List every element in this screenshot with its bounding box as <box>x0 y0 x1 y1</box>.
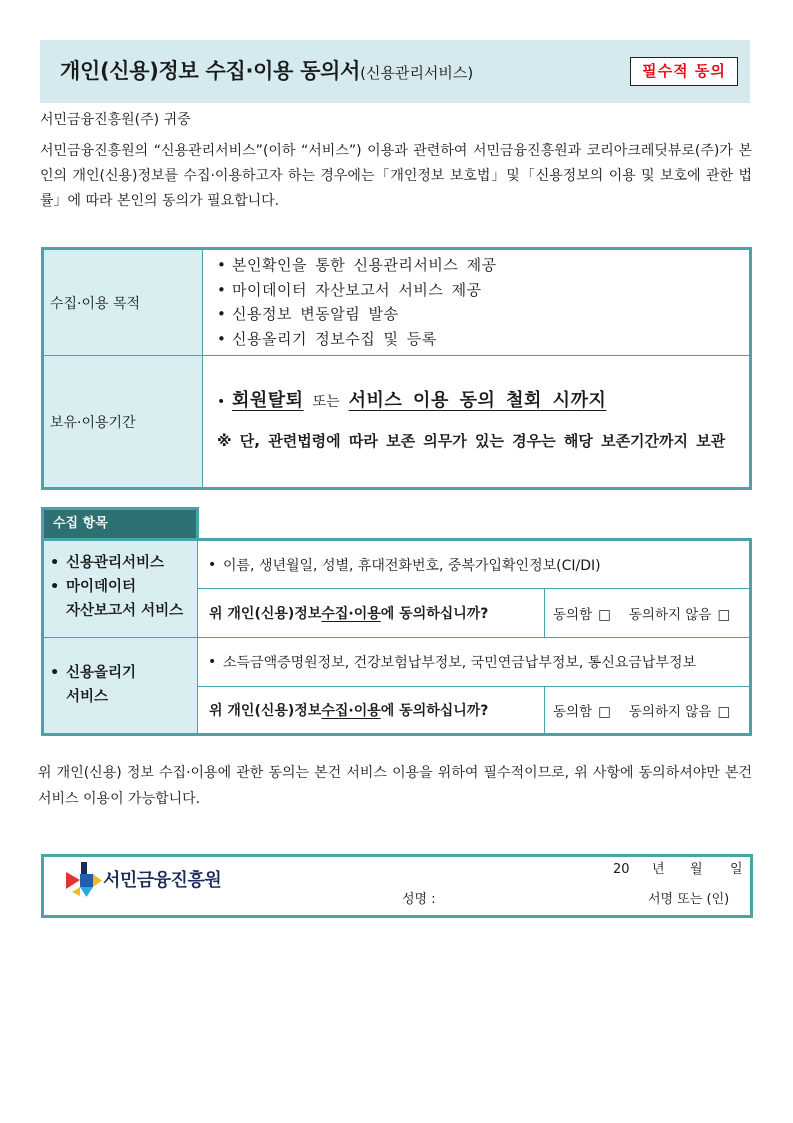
service-item <box>50 661 136 685</box>
service-item <box>50 551 183 575</box>
service-item <box>50 575 183 599</box>
agree-checkbox[interactable]: □ <box>598 607 611 623</box>
bullet: • <box>50 579 60 595</box>
purpose-list <box>217 253 497 351</box>
agree-option[interactable] <box>553 700 611 720</box>
service-name: 마이데이터 <box>66 579 137 595</box>
logo-icon <box>66 862 102 898</box>
purpose-item-text: 신용정보 변동알림 발송 <box>232 305 399 323</box>
consent-choice-1 <box>553 589 730 637</box>
title <box>60 40 473 103</box>
service-name: 신용관리서비스 <box>66 555 165 571</box>
date-year-label: 년 <box>652 862 665 877</box>
question-text: 에 동의하십니까? <box>380 606 489 622</box>
list-item <box>217 302 497 327</box>
disagree-option[interactable] <box>629 603 730 623</box>
question-text: 위 개인(신용)정보 <box>209 703 322 719</box>
bullet: • <box>217 256 227 274</box>
column-divider <box>544 687 545 733</box>
closing-paragraph: 위 개인(신용) 정보 수집·이용에 관한 동의는 본건 서비스 이용을 위하여 필수적이므로, 위 사항에 동의하셔야만 본건 서비스 이용이 가능합니다. <box>38 765 752 807</box>
bullet: • <box>217 280 227 299</box>
question-underlined: 수집·이용 <box>321 606 381 622</box>
agree-option[interactable] <box>553 603 611 623</box>
addressee: 서민금융진흥원(주) 귀중 <box>40 112 191 128</box>
form-subtitle: (신용관리서비스) <box>360 64 474 82</box>
purpose-label: 수집·이용 목적 <box>50 295 141 312</box>
service-group-1-label <box>50 551 183 623</box>
required-consent-badge: 필수적 동의 <box>630 57 738 86</box>
signature-label: 서명 또는 (인) <box>648 892 730 907</box>
agree-checkbox[interactable]: □ <box>598 704 611 720</box>
purpose-item-text: 신용올리기 정보수집 및 등록 <box>232 329 437 348</box>
disagree-label: 동의하지 않음 <box>628 704 712 720</box>
service-group-2-label <box>50 661 136 709</box>
title-bar <box>40 40 750 103</box>
fields-text: 소득금액증명원정보, 건강보험납부정보, 국민연금납부정보, 통신요금납부정보 <box>223 655 696 671</box>
list-item <box>217 278 497 303</box>
fields-text: 이름, 생년월일, 성별, 휴대전화번호, 중복가입확인정보(CI/DI) <box>223 557 601 574</box>
disagree-checkbox[interactable]: □ <box>717 704 731 720</box>
collection-items-tab: 수집 항목 <box>41 507 199 540</box>
date-month-label: 월 <box>690 862 703 877</box>
bullet: • <box>217 394 226 410</box>
date-day-label: 일 <box>730 862 743 877</box>
disagree-checkbox[interactable]: □ <box>717 607 731 623</box>
disagree-option[interactable] <box>629 700 730 720</box>
retention-note: ※ 단, 관련법령에 따라 보존 의무가 있는 경우는 해당 보존기간까지 보관 <box>217 432 726 450</box>
agree-label: 동의함 <box>553 607 593 623</box>
service-name-continuation: 서비스 <box>66 689 109 705</box>
consent-question-1 <box>209 589 488 637</box>
question-underlined: 수집·이용 <box>321 703 381 719</box>
purpose-period-table <box>41 247 752 490</box>
collected-fields-2 <box>208 638 696 686</box>
bullet: • <box>208 654 217 670</box>
bullet: • <box>50 555 60 571</box>
purpose-item-text: 마이데이터 자산보고서 서비스 제공 <box>232 280 482 299</box>
date-year-prefix: 20 <box>613 862 630 877</box>
consent-choice-2 <box>553 687 730 733</box>
bullet: • <box>208 556 217 573</box>
period-conjunction: 또는 <box>312 394 340 410</box>
logo-text: 서민금융진흥원 <box>103 870 222 891</box>
period-label: 보유·이용기간 <box>50 414 136 431</box>
question-text: 에 동의하십니까? <box>380 703 489 719</box>
list-item <box>217 253 497 278</box>
list-item <box>217 327 497 352</box>
period-condition-2: 서비스 이용 동의 철회 시까지 <box>348 390 607 411</box>
bullet: • <box>217 305 227 323</box>
column-divider <box>544 589 545 637</box>
retention-period <box>217 387 606 416</box>
period-condition-1: 회원탈퇴 <box>232 390 304 411</box>
form-title: 개인(신용)정보 수집·이용 동의서 <box>60 59 361 83</box>
intro-paragraph: 서민금융진흥원의 “신용관리서비스”(이하 “서비스”) 이용과 관련하여 서민금융진흥원과 코리아크레딧뷰로(주)가 본인의 개인(신용)정보를 수집·이용하고자 하는 경우에는「개인정보 보호법」및「신용정보의 이용 및 보호에 관한 법률」에 따라 본인의 동의가 필요합니다. <box>40 143 752 209</box>
collection-items-table <box>41 538 752 736</box>
bullet: • <box>217 329 227 348</box>
disagree-label: 동의하지 않음 <box>628 607 712 623</box>
consent-question-2 <box>209 687 488 733</box>
collected-fields-1 <box>208 541 601 588</box>
service-name: 신용올리기 <box>66 665 137 681</box>
bullet: • <box>50 665 60 681</box>
name-label: 성명 : <box>402 892 436 907</box>
signature-box <box>41 854 753 918</box>
purpose-item-text: 본인확인을 통한 신용관리서비스 제공 <box>232 256 497 274</box>
agree-label: 동의함 <box>553 704 593 720</box>
question-text: 위 개인(신용)정보 <box>209 606 322 622</box>
service-name-continuation: 자산보고서 서비스 <box>66 603 184 619</box>
